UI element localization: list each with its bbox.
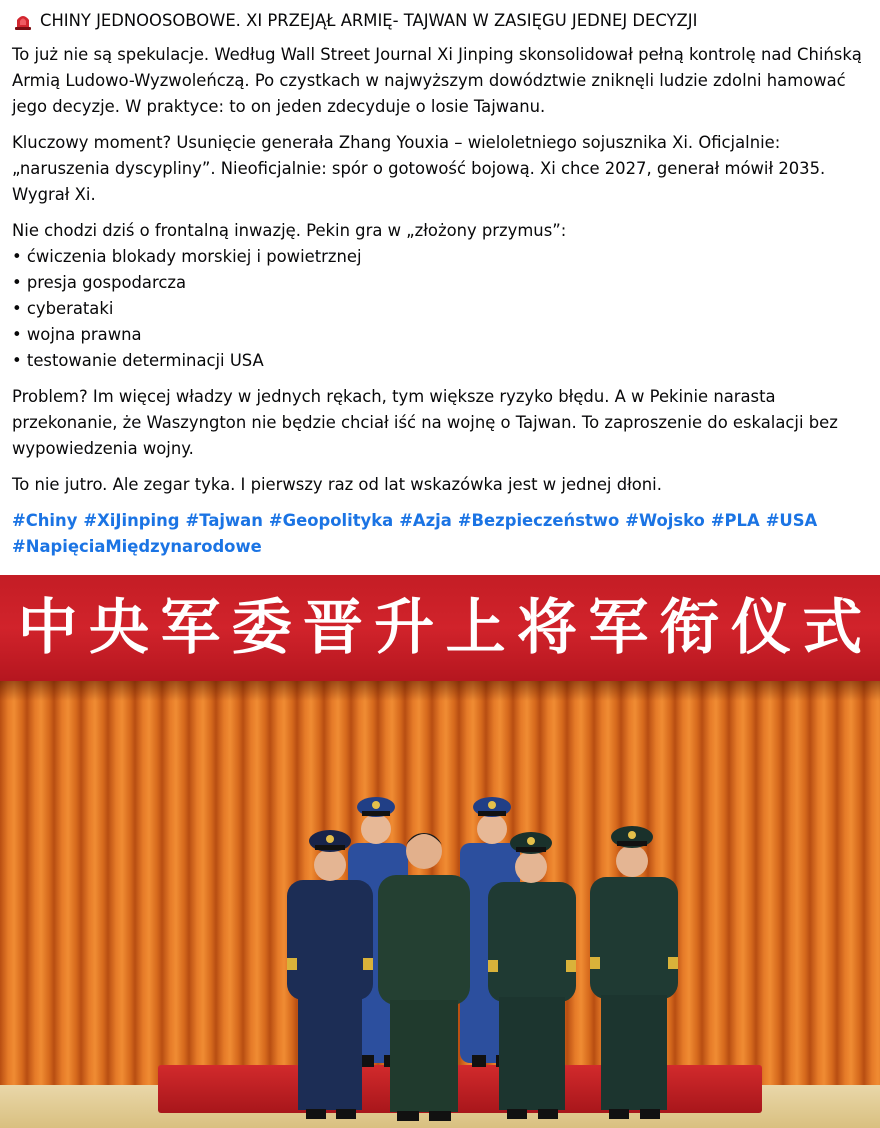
post-paragraph-1: To już nie są spekulacje. Według Wall Street Journal Xi Jinping skonsolidował pełną kontrolę nad Chińską Armią Ludowo-Wyzwoleńczą. Po czystkach w najwyższym dowództwie zniknęli ludzie zdolni hamować jego decyzje. W praktyce: to on jeden zdecyduje o losie Tajwanu. <box>12 45 862 116</box>
officer-figure-front-right <box>590 826 678 1119</box>
bullet-item: • presja gospodarcza <box>12 270 868 296</box>
banner-char: 央 <box>88 593 149 663</box>
bullet-item: • ćwiczenia blokady morskiej i powietrznej <box>12 244 868 270</box>
post-title-row <box>12 8 868 34</box>
hashtag-link[interactable]: #NapięciaMiędzynarodowe <box>12 537 262 556</box>
hashtag-link[interactable]: #PLA <box>710 511 760 530</box>
hashtag-list <box>12 508 868 560</box>
center-figure-green-tunic <box>378 833 470 1121</box>
red-alert-siren-icon <box>12 10 34 32</box>
post-paragraph-5: To nie jutro. Ale zegar tyka. I pierwszy raz od lat wskazówka jest w jednej dłoni. <box>12 475 662 494</box>
post-photo[interactable] <box>0 575 880 1128</box>
officers-group-photo <box>0 575 880 1128</box>
bullet-item: • wojna prawna <box>12 322 868 348</box>
banner-char: 式 <box>802 593 863 663</box>
post-title: CHINY JEDNOOSOBOWE. XI PRZEJĄŁ ARMIĘ- TAJWAN W ZASIĘGU JEDNEJ DECYZJI <box>40 11 698 30</box>
hashtag-link[interactable]: #Wojsko <box>625 511 705 530</box>
hashtag-link[interactable]: #Azja <box>399 511 452 530</box>
banner-char: 军 <box>588 593 649 663</box>
banner-char: 仪 <box>730 593 791 663</box>
banner-char: 将 <box>516 593 577 663</box>
hashtag-link[interactable]: #Tajwan <box>185 511 263 530</box>
banner-char: 中 <box>17 593 78 663</box>
banner-char: 衔 <box>659 593 720 663</box>
banner-char: 委 <box>231 593 292 663</box>
banner-char: 上 <box>445 593 506 663</box>
bullet-item: • cyberataki <box>12 296 868 322</box>
post-paragraph-3: Nie chodzi dziś o frontalną inwazję. Pekin gra w „złożony przymus”: <box>12 221 567 240</box>
post-paragraph-4: Problem? Im więcej władzy w jednych rękach, tym większe ryzyko błędu. A w Pekinie narasta przekonanie, że Waszyngton nie będzie chciał iść na wojnę o Tajwan. To zaproszenie do eskalacji bez wypowiedzenia wojny. <box>12 387 838 458</box>
hashtag-link[interactable]: #Geopolityka <box>268 511 394 530</box>
hashtag-link[interactable]: #XiJinping <box>83 511 180 530</box>
post-body <box>0 0 880 560</box>
hashtag-link[interactable]: #USA <box>765 511 818 530</box>
post-paragraph-2: Kluczowy moment? Usunięcie generała Zhang Youxia – wieloletniego sojusznika Xi. Oficjalnie: „naruszenia dyscypliny”. Nieoficjalnie: spór o gotowość bojową. Xi chce 2027, generał mówił 2035. Wygrał Xi. <box>12 133 826 204</box>
banner-char: 晋 <box>302 593 363 663</box>
hashtag-link[interactable]: #Chiny <box>12 511 78 530</box>
hashtag-link[interactable]: #Bezpieczeństwo <box>457 511 620 530</box>
bullet-list <box>12 244 868 374</box>
banner-char: 升 <box>374 593 435 663</box>
banner-char: 军 <box>160 593 221 663</box>
bullet-item: • testowanie determinacji USA <box>12 348 868 374</box>
